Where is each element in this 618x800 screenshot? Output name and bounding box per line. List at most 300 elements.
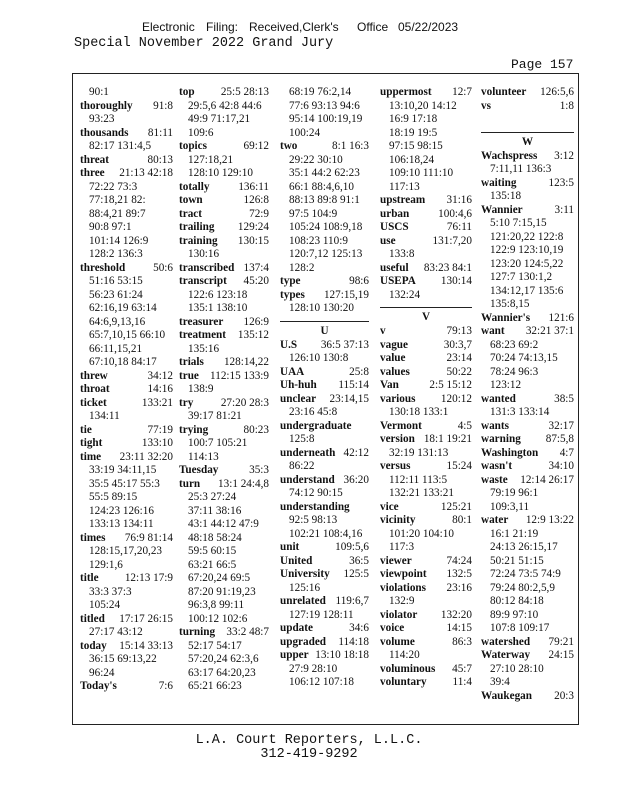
index-term: threw <box>80 369 108 382</box>
index-term: times <box>80 531 106 544</box>
footer-phone: 312-419-9292 <box>260 747 358 762</box>
index-term: time <box>80 450 102 463</box>
index-references: 12:14 26:17 <box>520 473 574 486</box>
index-entry <box>80 437 173 451</box>
index-continuation: 123:12 <box>490 379 522 391</box>
index-references: 23:14,15 <box>329 392 369 405</box>
index-entry <box>280 555 369 569</box>
index-entry <box>280 595 369 609</box>
index-continuation: 90:1 <box>89 86 109 98</box>
index-term: vague <box>380 338 408 351</box>
index-continuation: 132:21 133:21 <box>389 487 454 499</box>
index-column-5 <box>481 86 574 703</box>
index-continuation: 32:19 131:13 <box>389 446 449 459</box>
index-continuation: 120:7,12 125:13 <box>289 248 363 260</box>
index-references: 130:14 <box>440 275 472 287</box>
index-term: types <box>280 288 305 301</box>
section-letter: V <box>380 307 472 325</box>
index-term: top <box>179 86 195 98</box>
index-continuation: 23:16 45:8 <box>289 406 338 418</box>
index-references: 38:5 <box>554 392 574 405</box>
index-entry <box>280 420 369 434</box>
index-continuation: 79:24 80:2,5,9 <box>490 581 555 594</box>
index-continuation: 92:5 98:13 <box>289 514 338 526</box>
index-entry <box>380 393 472 407</box>
index-references: 36:5 <box>349 554 369 567</box>
index-references: 13:10 18:18 <box>315 649 369 661</box>
index-entry <box>179 356 269 370</box>
index-continuation: 35:5 45:17 55:3 <box>89 477 160 490</box>
index-continuation: 128:2 136:3 <box>89 248 143 260</box>
index-term: voluminous <box>380 662 436 675</box>
index-continuation: 80:12 84:18 <box>490 595 544 607</box>
index-continuation: 16:1 21:19 <box>490 527 539 540</box>
index-references: 32:21 37:1 <box>525 325 574 337</box>
index-entry <box>80 680 173 694</box>
index-entry <box>380 568 472 582</box>
index-references: 133:21 <box>141 396 173 409</box>
index-entry <box>380 514 472 528</box>
index-box <box>72 73 579 725</box>
index-term: Washington <box>481 446 539 459</box>
index-continuation: 29:5,6 42:8 44:6 <box>188 99 262 112</box>
index-continuation: 132:9 <box>389 595 415 607</box>
index-term: thoroughly <box>80 99 133 112</box>
index-references: 23:11 32:20 <box>119 450 173 463</box>
index-entry <box>380 194 472 208</box>
footer-company: L.A. Court Reporters, L.L.C. <box>195 733 423 748</box>
index-continuation: 129:1,6 <box>89 558 123 571</box>
index-term: threat <box>80 153 109 166</box>
index-references: 130:15 <box>237 234 269 247</box>
index-entry <box>280 636 369 650</box>
index-continuation: 124:23 126:16 <box>89 504 154 517</box>
index-continuation: 117:13 <box>389 180 420 193</box>
index-references: 77:19 <box>147 423 173 436</box>
index-continuation: 63:21 66:5 <box>188 558 237 571</box>
index-term: Van <box>380 379 399 391</box>
index-entry <box>380 433 472 447</box>
index-entry <box>380 86 472 100</box>
index-continuation: 7:11,11 136:3 <box>490 163 552 175</box>
index-references: 80:23 <box>243 423 269 436</box>
index-continuation: 16:9 17:18 <box>389 113 438 125</box>
index-continuation: 133:13 134:11 <box>89 518 154 530</box>
index-entry <box>80 424 173 438</box>
index-references: 30:3,7 <box>443 338 472 351</box>
index-entry <box>280 541 369 555</box>
index-entry <box>280 447 369 461</box>
index-continuation: 24:13 26:15,17 <box>490 541 558 553</box>
index-continuation: 49:9 71:17,21 <box>188 113 251 125</box>
index-column-1 <box>80 86 173 694</box>
index-continuation: 55:5 89:15 <box>89 491 138 503</box>
index-continuation: 63:17 64:20,23 <box>188 666 256 679</box>
index-continuation: 90:8 97:1 <box>89 221 132 233</box>
index-continuation: 128:15,17,20,23 <box>89 545 163 557</box>
index-term: topics <box>179 140 207 152</box>
filing-stamp-word: Filing: <box>206 20 239 34</box>
index-continuation: 27:17 43:12 <box>89 626 143 638</box>
index-continuation: 138:9 <box>188 383 214 395</box>
index-references: 125:5 <box>343 568 369 580</box>
index-term: Waterway <box>481 649 531 661</box>
index-references: 4:5 <box>457 419 472 432</box>
index-continuation: 56:23 61:24 <box>89 288 143 301</box>
index-term: trailing <box>179 221 215 233</box>
index-entry <box>481 433 574 447</box>
index-continuation: 102:21 108:4,16 <box>289 527 363 540</box>
index-continuation: 125:16 <box>289 581 321 594</box>
index-continuation: 64:6,9,13,16 <box>89 315 146 328</box>
index-entry <box>179 316 269 330</box>
index-references: 112:15 133:9 <box>210 369 269 382</box>
index-references: 4:7 <box>559 446 574 459</box>
index-references: 11:4 <box>452 676 472 688</box>
index-continuation: 65:7,10,15 66:10 <box>89 329 166 341</box>
index-term: training <box>179 234 218 247</box>
index-term: USEPA <box>380 275 416 287</box>
index-references: 50:22 <box>446 365 472 378</box>
index-references: 91:8 <box>153 99 173 112</box>
filing-stamp-word: 05/22/2023 <box>398 20 459 34</box>
index-entry <box>179 464 269 478</box>
index-continuation: 127:7 130:1,2 <box>490 271 553 283</box>
index-continuation: 95:14 100:19,19 <box>289 113 363 125</box>
index-entry <box>380 622 472 636</box>
index-entry <box>280 393 369 407</box>
index-entry <box>380 379 472 393</box>
index-entry <box>481 325 574 339</box>
index-continuation: 135:16 <box>188 342 220 355</box>
index-entry <box>80 451 173 465</box>
index-term: UAA <box>280 365 305 378</box>
index-continuation: 96:24 <box>89 666 115 679</box>
index-continuation: 131:3 133:14 <box>490 406 550 418</box>
index-term: unrelated <box>280 595 326 607</box>
index-continuation: 13:10,20 14:12 <box>389 99 457 112</box>
index-references: 79:21 <box>548 635 574 648</box>
index-references: 80:1 <box>452 514 472 526</box>
index-references: 42:12 <box>343 446 369 459</box>
index-continuation: 18:19 19:5 <box>389 126 438 139</box>
index-references: 24:15 <box>548 649 574 661</box>
index-continuation: 27:10 28:10 <box>490 662 544 675</box>
index-references: 50:6 <box>153 261 173 274</box>
index-entry <box>380 275 472 289</box>
index-references: 129:24 <box>237 221 269 233</box>
index-term: water <box>481 514 509 526</box>
index-term: two <box>280 140 298 152</box>
index-continuation: 123:20 124:5,22 <box>490 257 564 270</box>
index-continuation: 122:6 123:18 <box>188 288 248 301</box>
index-term: Vermont <box>380 419 422 432</box>
index-references: 126:9 <box>243 315 269 328</box>
index-continuation: 109:3,11 <box>490 500 530 513</box>
index-references: 81:11 <box>147 126 173 139</box>
index-references: 7:6 <box>158 680 173 692</box>
index-references: 18:1 19:21 <box>423 433 472 445</box>
index-entry <box>80 154 173 168</box>
index-references: 120:12 <box>440 392 472 405</box>
index-references: 131:7,20 <box>432 234 472 247</box>
index-references: 36:5 37:13 <box>320 338 369 351</box>
index-column-3 <box>280 86 369 690</box>
index-references: 3:11 <box>554 203 574 216</box>
index-references: 69:12 <box>243 140 269 152</box>
index-references: 35:3 <box>249 464 269 476</box>
index-term: v <box>380 325 386 337</box>
index-continuation: 66:11,15,21 <box>89 342 143 355</box>
index-continuation: 48:18 58:24 <box>188 531 242 544</box>
index-continuation: 79:19 96:1 <box>490 487 539 499</box>
index-term: tract <box>179 207 202 220</box>
index-continuation: 33:3 37:3 <box>89 585 132 598</box>
index-references: 23:14 <box>446 352 472 364</box>
index-continuation: 72:24 73:5 74:9 <box>490 568 561 580</box>
index-continuation: 117:3 <box>389 541 415 553</box>
index-references: 45:20 <box>243 275 269 287</box>
index-entry <box>481 474 574 488</box>
index-references: 133:10 <box>141 437 173 449</box>
index-term: transcript <box>179 275 227 287</box>
index-references: 25:5 28:13 <box>220 86 269 98</box>
index-continuation: 52:17 54:17 <box>188 639 242 652</box>
index-term: urban <box>380 207 410 220</box>
index-continuation: 135:1 138:10 <box>188 302 248 314</box>
index-continuation: 100:7 105:21 <box>188 437 248 449</box>
index-entry <box>380 262 472 276</box>
index-continuation: 135:18 <box>490 190 522 202</box>
index-entry <box>380 636 472 650</box>
index-term: underneath <box>280 446 336 459</box>
index-term: USCS <box>380 221 409 233</box>
index-continuation: 88:4,21 89:7 <box>89 207 146 220</box>
index-term: understanding <box>280 500 350 513</box>
index-term: Tuesday <box>179 464 219 476</box>
index-term: try <box>179 396 194 409</box>
index-term: vicinity <box>380 514 416 526</box>
index-entry <box>481 177 574 191</box>
index-entry <box>179 235 269 249</box>
index-continuation: 33:19 34:11,15 <box>89 464 157 476</box>
index-entry <box>280 649 369 663</box>
index-entry <box>179 626 269 640</box>
index-continuation: 97:15 98:15 <box>389 140 443 152</box>
index-continuation: 88:13 89:8 91:1 <box>289 194 360 206</box>
index-entry <box>80 127 173 141</box>
index-entry <box>80 532 173 546</box>
index-entry <box>481 312 574 326</box>
index-references: 13:1 24:4,8 <box>218 477 269 490</box>
index-entry <box>481 514 574 528</box>
index-continuation: 105:24 <box>89 599 121 611</box>
index-continuation: 67:20,24 69:5 <box>188 572 251 584</box>
index-continuation: 114:13 <box>188 450 219 463</box>
index-term: voluntary <box>380 676 427 688</box>
index-references: 15:14 33:13 <box>119 639 173 652</box>
section-letter: U <box>280 321 369 339</box>
index-continuation: 93:23 <box>89 113 115 125</box>
index-term: unclear <box>280 392 317 405</box>
index-term: wanted <box>481 392 516 405</box>
section-letter: W <box>481 132 574 150</box>
index-entry <box>80 100 173 114</box>
index-entry <box>481 393 574 407</box>
index-term: titled <box>80 612 105 625</box>
index-term: Wannier's <box>481 311 531 324</box>
index-entry <box>80 572 173 586</box>
index-entry <box>481 204 574 218</box>
index-term: Wachspress <box>481 149 538 162</box>
index-term: vs <box>481 99 491 112</box>
index-entry <box>179 181 269 195</box>
index-references: 126:5,6 <box>540 86 574 98</box>
index-continuation: 82:17 131:4,5 <box>89 140 152 152</box>
index-continuation: 114:20 <box>389 649 420 661</box>
index-references: 12:13 17:9 <box>124 572 173 584</box>
index-references: 100:4,6 <box>438 207 472 220</box>
index-term: Wannier <box>481 203 523 216</box>
index-term: Today's <box>80 680 117 692</box>
index-continuation: 27:9 28:10 <box>289 662 338 675</box>
index-continuation: 74:12 90:15 <box>289 487 343 499</box>
index-entry <box>380 609 472 623</box>
index-continuation: 100:12 102:6 <box>188 612 248 625</box>
index-term: ticket <box>80 396 107 409</box>
index-continuation: 108:23 110:9 <box>289 234 348 247</box>
index-term: turn <box>179 477 201 490</box>
index-references: 34:6 <box>349 622 369 634</box>
index-term: warning <box>481 433 521 445</box>
index-references: 137:4 <box>243 261 269 274</box>
index-entry <box>80 167 173 181</box>
index-continuation: 96:3,8 99:11 <box>188 599 245 611</box>
index-term: unit <box>280 541 300 553</box>
index-continuation: 130:16 <box>188 248 220 260</box>
index-references: 86:3 <box>452 635 472 648</box>
index-entry <box>280 339 369 353</box>
index-entry <box>380 339 472 353</box>
index-term: upgraded <box>280 635 327 648</box>
page-number: Page 157 <box>511 57 574 72</box>
index-references: 14:16 <box>147 383 173 395</box>
index-entry <box>380 221 472 235</box>
index-term: type <box>280 275 301 287</box>
index-entry <box>380 366 472 380</box>
index-entry <box>179 275 269 289</box>
index-term: turning <box>179 626 216 638</box>
index-continuation: 112:11 113:5 <box>389 473 448 486</box>
index-continuation: 122:9 123:10,19 <box>490 244 564 256</box>
index-continuation: 25:3 27:24 <box>188 491 237 503</box>
index-entry <box>80 640 173 654</box>
index-continuation: 121:20,22 122:8 <box>490 230 564 243</box>
index-continuation: 126:10 130:8 <box>289 352 349 364</box>
index-entry <box>380 235 472 249</box>
index-references: 76:11 <box>446 221 472 233</box>
index-references: 34:10 <box>548 460 574 472</box>
index-references: 79:13 <box>446 325 472 337</box>
index-references: 83:23 84:1 <box>423 261 472 274</box>
index-entry <box>380 325 472 339</box>
index-term: uppermost <box>380 86 432 98</box>
index-entry <box>179 86 269 100</box>
index-term: Uh-huh <box>280 379 317 391</box>
index-continuation: 128:10 130:20 <box>289 302 354 314</box>
index-entry <box>481 460 574 474</box>
index-continuation: 105:24 108:9,18 <box>289 221 363 233</box>
index-term: treasurer <box>179 315 224 328</box>
index-references: 87:5,8 <box>545 433 574 445</box>
index-term: United <box>280 554 313 567</box>
index-continuation: 78:24 96:3 <box>490 365 539 378</box>
index-references: 36:20 <box>343 473 369 486</box>
index-term: totally <box>179 180 210 193</box>
index-references: 14:15 <box>446 622 472 634</box>
index-entry <box>280 568 369 582</box>
index-continuation: 68:19 76:2,14 <box>289 86 352 98</box>
index-continuation: 66:1 88:4,6,10 <box>289 180 354 193</box>
index-term: trying <box>179 423 209 436</box>
index-continuation: 109:6 <box>188 126 214 139</box>
index-term: versus <box>380 460 411 472</box>
index-references: 74:24 <box>446 554 472 567</box>
index-continuation: 135:8,15 <box>490 298 530 310</box>
index-term: waiting <box>481 176 517 189</box>
index-references: 136:11 <box>238 180 269 193</box>
index-references: 76:9 81:14 <box>124 531 173 544</box>
index-entry <box>280 474 369 488</box>
index-entry <box>179 424 269 438</box>
index-entry <box>380 460 472 474</box>
index-term: treatment <box>179 329 227 341</box>
index-entry <box>179 194 269 208</box>
index-continuation: 101:14 126:9 <box>89 234 149 247</box>
index-references: 119:6,7 <box>335 595 369 607</box>
index-references: 135:12 <box>237 329 269 341</box>
index-entry <box>481 690 574 704</box>
index-continuation: 125:8 <box>289 433 315 445</box>
index-entry <box>481 636 574 650</box>
index-term: true <box>179 369 199 382</box>
index-entry <box>380 208 472 222</box>
index-term: University <box>280 568 330 580</box>
index-continuation: 57:20,24 62:3,6 <box>188 653 259 665</box>
document-title: Special November 2022 Grand Jury <box>74 36 334 51</box>
index-continuation: 72:22 73:3 <box>89 180 138 193</box>
index-entry <box>481 86 574 100</box>
index-references: 12:9 13:22 <box>525 514 574 526</box>
index-references: 12:7 <box>452 86 472 98</box>
index-column-4 <box>380 86 472 690</box>
index-references: 127:15,19 <box>323 288 369 301</box>
filing-stamp-word: Received,Clerk's <box>249 20 339 34</box>
index-references: 72:9 <box>249 207 269 220</box>
index-entry <box>280 501 369 515</box>
index-continuation: 134:11 <box>89 410 120 422</box>
index-term: Waukegan <box>481 689 532 702</box>
index-continuation: 59:5 60:15 <box>188 545 237 557</box>
index-entry <box>380 676 472 690</box>
index-term: vice <box>380 500 399 513</box>
index-entry <box>380 352 472 366</box>
index-entry <box>80 370 173 384</box>
index-continuation: 50:21 51:15 <box>490 554 544 567</box>
index-entry <box>380 501 472 515</box>
index-term: waste <box>481 473 508 486</box>
index-continuation: 29:22 30:10 <box>289 153 343 166</box>
